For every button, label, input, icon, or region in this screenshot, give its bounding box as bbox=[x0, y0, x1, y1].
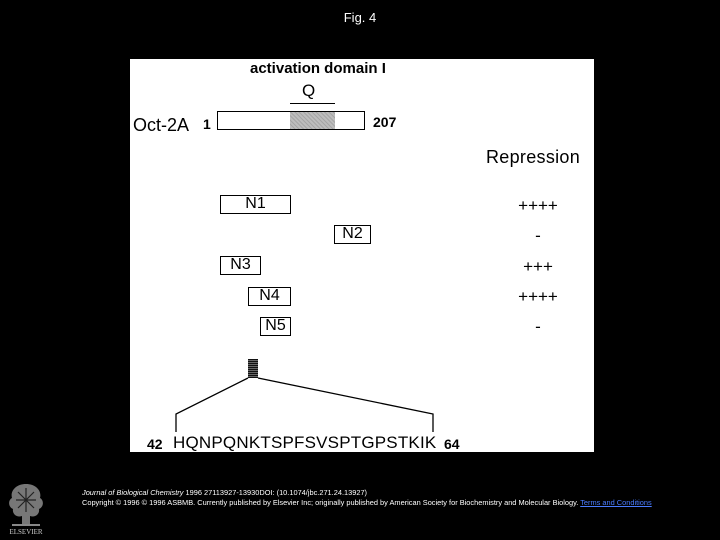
repression-n3: +++ bbox=[523, 257, 553, 276]
fragment-n2: N2 bbox=[334, 225, 371, 244]
fragment-n4: N4 bbox=[248, 287, 291, 306]
q-label: Q bbox=[302, 81, 316, 100]
elsevier-logo-text: ELSEVIER bbox=[9, 528, 43, 536]
repression-n1: ++++ bbox=[518, 196, 558, 215]
activation-domain-label: activation domain I bbox=[250, 60, 386, 77]
fragment-n5: N5 bbox=[260, 317, 291, 336]
elsevier-logo bbox=[4, 478, 48, 538]
terms-link[interactable]: Terms and Conditions bbox=[580, 497, 652, 507]
repression-n5: - bbox=[535, 317, 541, 336]
slide-title: Fig. 4 bbox=[343, 10, 377, 25]
copyright-text: Copyright © 1996 © 1996 ASBMB. Currently published by Elsevier Inc; originally published by American Society for Biochemistry and Molecular Biology. bbox=[82, 497, 579, 507]
sequence-end: 64 bbox=[444, 436, 460, 452]
journal-name: Journal of Biological Chemistry bbox=[82, 488, 184, 497]
fragment-n3: N3 bbox=[220, 256, 261, 275]
repression-n2: - bbox=[535, 226, 541, 245]
figure-panel bbox=[130, 59, 594, 452]
protein-start: 1 bbox=[203, 116, 211, 132]
repression-n4: ++++ bbox=[518, 287, 558, 306]
sequence-start: 42 bbox=[147, 436, 163, 452]
peptide-sequence: HQNPQNKTSPFSVSPTGPSTKIK bbox=[173, 433, 437, 452]
citation-footer bbox=[82, 488, 702, 507]
citation-text: 1996 27113927-13930DOI: (10.1074/jbc.271.24.13927) bbox=[183, 488, 368, 497]
fragment-n1: N1 bbox=[220, 195, 291, 214]
sequence-bracket bbox=[130, 59, 594, 452]
repression-header: Repression bbox=[486, 147, 581, 167]
protein-end: 207 bbox=[373, 114, 397, 130]
protein-name: Oct-2A bbox=[133, 115, 190, 135]
